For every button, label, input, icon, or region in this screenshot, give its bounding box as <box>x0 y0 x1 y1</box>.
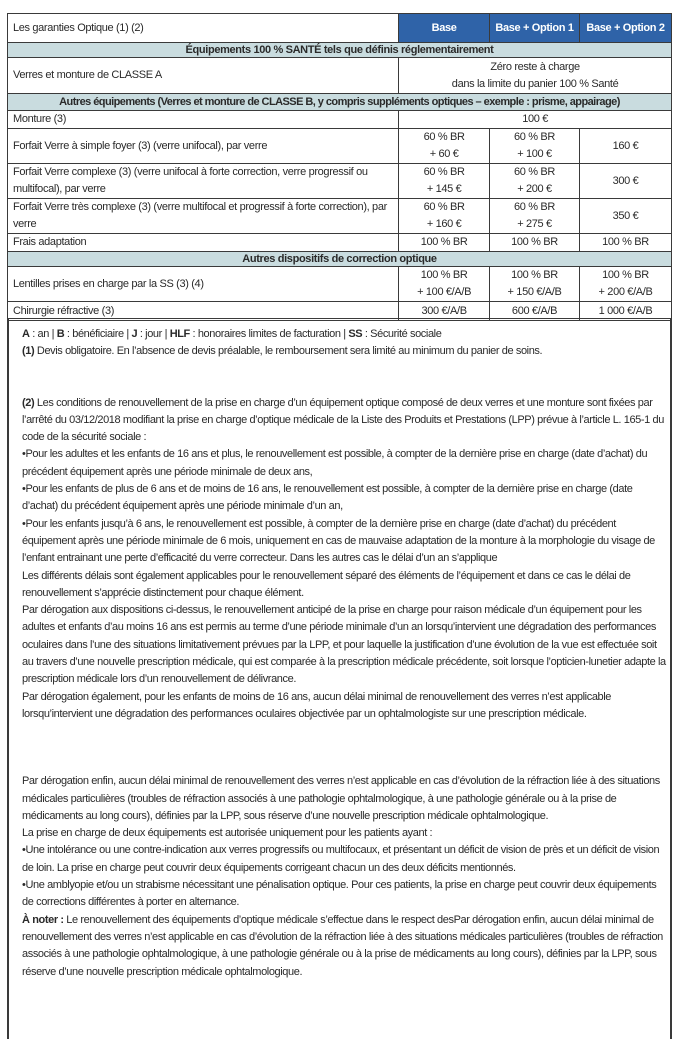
value-base: 60 % BR + 60 € <box>399 129 490 164</box>
value-line: Zéro reste à charge <box>490 60 580 73</box>
bullet-amblyopie: •Une amblyopie et/ou un strabisme nécessitant une pénalisation optique. Pour ces patients, la prise en charge peut couvrir deux équipements de corrections différentes à porter en alternance. <box>22 879 657 909</box>
row-label: Monture (3) <box>8 111 399 129</box>
row-value <box>399 58 672 94</box>
table-header-row <box>8 14 672 43</box>
table-row <box>8 111 672 129</box>
section-header-row <box>8 43 672 58</box>
paragraph-derogation-1: Par dérogation aux dispositions ci-dessus, le renouvellement anticipé de la prise en charge pour raison médicale d’un équipement pour les adultes et enfants d’au moins 16 ans est permis au terme d’une période minimale d’un an lorsqu’intervient une dégradation des performances oculaires dans l’une des situations limitativement prévues par la LPP, et pour laquelle la justification d’une évolution de la vue est effectuée soit au travers d’une nouvelle prescription médicale, qui est comparée à la prescription médicale précédente, soit lorsque l’opticien-lunetier adapte la prescription médicale lors d’un renouvellement de délivrance. <box>22 604 666 686</box>
row-label: Forfait Verre très complexe (3) (verre multifocal et progressif à forte correction), par verre <box>8 199 399 234</box>
row-value: 100 € <box>399 111 672 129</box>
value-option1: 100 % BR <box>490 234 580 252</box>
table-row <box>8 267 672 302</box>
paragraph-deux-equipements: La prise en charge de deux équipements est autorisée uniquement pour les patients ayant : <box>22 827 433 840</box>
note-1: (1) Devis obligatoire. En l’absence de devis préalable, le remboursement sera limité au minimum du panier de soins. <box>22 345 543 358</box>
section-header-row <box>8 252 672 267</box>
table-title: Les garanties Optique (1) (2) <box>8 14 399 43</box>
value-base: 100 % BR <box>399 234 490 252</box>
section-header-row <box>8 94 672 111</box>
value-option2: 100 % BR + 200 €/A/B <box>580 267 672 302</box>
value-option2: 100 % BR <box>580 234 672 252</box>
value-base: 100 % BR + 100 €/A/B <box>399 267 490 302</box>
value-option1: 100 % BR + 150 €/A/B <box>490 267 580 302</box>
paragraph-delais: Les différents délais sont également applicables pour le renouvellement séparé des éléments de l’équipement et dans ce cas le délai de renouvellement s’apprécie distinctement pour chaque élément. <box>22 569 631 599</box>
row-label: Frais adaptation <box>8 234 399 252</box>
value-option2: 1 000 €/A/B <box>580 302 672 321</box>
value-option1: 60 % BR + 100 € <box>490 129 580 164</box>
paragraph-derogation-3: Par dérogation enfin, aucun délai minimal de renouvellement des verres n’est applicable en cas d’évolution de la réfraction liée à des situations médicales particulières (troubles de réfraction associés à une pathologie ophtalmologique, à une pathologie générale ou à la prise de médicaments au long cours), définies par la LPP, sous réserve d’une nouvelle prescription médicale ophtalmologique. <box>22 775 660 822</box>
bullet-adultes: •Pour les adultes et les enfants de 16 ans et plus, le renouvellement est possible, à compter de la dernière prise en charge (date d’achat) du précédent équipement après une période minimale de deux ans, <box>22 448 648 478</box>
value-option2: 300 € <box>580 164 672 199</box>
bullet-enfants-6: •Pour les enfants jusqu’à 6 ans, le renouvellement est possible, à compter de la dernière prise en charge (date d’achat) du précédent équipement après une période minimale de 6 mois, uniquement en cas de mauvaise adaptation de la monture à la morphologie du visage de l’enfant entrainant une perte d’efficacité du verre correcteur. Dans les autres cas le délai d’un an s’applique <box>22 517 655 565</box>
column-header-option1: Base + Option 1 <box>490 14 580 43</box>
table-row <box>8 129 672 164</box>
abbreviation-legend: A : an | B : bénéficiaire | J : jour | HLF : honoraires limites de facturation | SS : Sécurité sociale <box>22 328 442 340</box>
value-option1: 60 % BR + 275 € <box>490 199 580 234</box>
row-label: Forfait Verre à simple foyer (3) (verre unifocal), par verre <box>8 129 399 164</box>
table-row <box>8 164 672 199</box>
value-option2: 160 € <box>580 129 672 164</box>
notes-box <box>7 318 672 1039</box>
row-label: Forfait Verre complexe (3) (verre unifocal à forte correction, verre progressif ou multifocal), par verre <box>8 164 399 199</box>
section-title-autres-dispositifs: Autres dispositifs de correction optique <box>8 252 672 267</box>
value-option1: 600 €/A/B <box>490 302 580 321</box>
value-base: 300 €/A/B <box>399 302 490 321</box>
paragraph-a-noter: À noter : Le renouvellement des équipements d’optique médicale s’effectue dans le respect desPar dérogation enfin, aucun délai minimal de renouvellement des verres n’est applicable en cas d’évolution de la réfraction liée à des situations médicales particulières (troubles de réfraction associés à une pathologie ophtalmologique, à une pathologie générale ou à la prise de médicaments au long cours), définies par la LPP, sous réserve d’une nouvelle prescription médicale ophtalmologique. <box>22 913 663 978</box>
section-title-autres-equipements: Autres équipements (Verres et monture de CLASSE B, y compris suppléments optiques – exemple : prisme, appairage) <box>8 94 672 111</box>
value-option2: 350 € <box>580 199 672 234</box>
row-label: Chirurgie réfractive (3) <box>8 302 399 321</box>
optique-guarantees-table <box>7 13 672 321</box>
row-label: Lentilles prises en charge par la SS (3) (4) <box>8 267 399 302</box>
value-option1: 60 % BR + 200 € <box>490 164 580 199</box>
row-label: Verres et monture de CLASSE A <box>8 58 399 94</box>
bullet-intolerance: •Une intolérance ou une contre-indication aux verres progressifs ou multifocaux, et présentant un déficit de vision de près et un déficit de vision de loin. La prise en charge peut couvrir deux équipements corrigeant chacun un des deux déficits mentionnés. <box>22 844 660 874</box>
section-title-100-sante: Équipements 100 % SANTÉ tels que définis réglementairement <box>8 43 672 58</box>
value-base: 60 % BR + 145 € <box>399 164 490 199</box>
table-row <box>8 234 672 252</box>
column-header-base: Base <box>399 14 490 43</box>
column-header-option2: Base + Option 2 <box>580 14 672 43</box>
value-base: 60 % BR + 160 € <box>399 199 490 234</box>
note-2: (2) Les conditions de renouvellement de la prise en charge d’un équipement optique composé de deux verres et une monture sont fixées par l’arrêté du 03/12/2018 modifiant la prise en charge d’optique médicale de la Liste des Produits et Prestations (LPP) prévue à l’article L. 165-1 du code de la sécurité sociale : <box>22 396 664 444</box>
bullet-enfants-6-16: •Pour les enfants de plus de 6 ans et de moins de 16 ans, le renouvellement est possible, à compter de la dernière prise en charge (date d’achat) du précédent équipement après une période minimale d’un an, <box>22 483 633 513</box>
table-row <box>8 199 672 234</box>
table-row <box>8 58 672 94</box>
paragraph-derogation-2: Par dérogation également, pour les enfants de moins de 16 ans, aucun délai minimal de renouvellement des verres n’est applicable lorsqu’intervient une dégradation des performances oculaires objectivée par un ophtalmologiste sur une prescription médicale. <box>22 690 612 720</box>
value-line: dans la limite du panier 100 % Santé <box>451 77 619 90</box>
